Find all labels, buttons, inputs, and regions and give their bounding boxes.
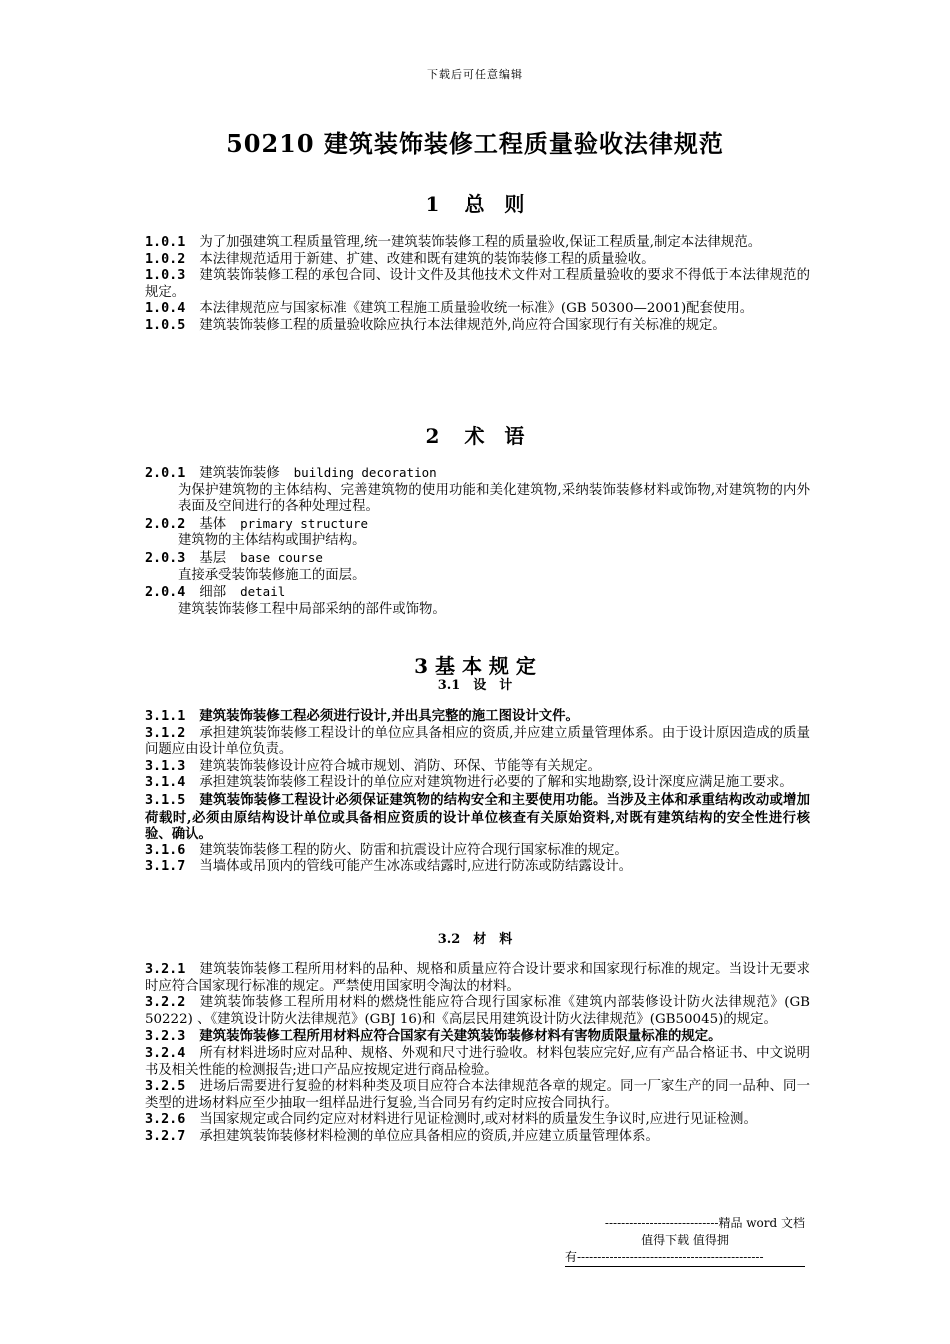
footer-note bbox=[565, 1215, 805, 1267]
clause-paragraph bbox=[145, 759, 810, 776]
clause-number: 3.1.7 bbox=[145, 859, 186, 875]
clause-number: 3.1.6 bbox=[145, 842, 186, 858]
clause-number: 3.2.5 bbox=[145, 1079, 186, 1095]
section-3-2-body bbox=[145, 962, 810, 1146]
term-english: primary structure bbox=[240, 515, 369, 531]
chapter-number: 1 bbox=[425, 192, 440, 216]
clause-number: 3.2.7 bbox=[145, 1128, 186, 1144]
clause-paragraph bbox=[145, 843, 810, 860]
term-definition: 建筑装饰装修工程中局部采纳的部件或饰物。 bbox=[178, 601, 446, 617]
clause-text: 当国家规定或合同约定应对材料进行见证检测时,或对材料的质量发生争议时,应进行见证检测。 bbox=[199, 1112, 757, 1128]
clause-text: 当墙体或吊顶内的管线可能产生冰冻或结露时,应进行防冻或防结露设计。 bbox=[199, 859, 633, 875]
term-name: 基层 bbox=[199, 550, 227, 566]
footer-line-1: ----------------------------精品 word 文档 bbox=[604, 1216, 805, 1230]
clause-text: 建筑装饰装修工程所用材料的燃烧性能应符合现行国家标准《建筑内部装修设计防火法律规范》(GB 50222) 、《建筑设计防火法律规范》(GBJ 16)和《高层民用建筑设计防火法律规范》(GB50045)的规定。 bbox=[145, 995, 810, 1027]
clause-number: 3.1.3 bbox=[145, 758, 186, 774]
chapter-title: 术 语 bbox=[464, 424, 525, 448]
clause-text: 建筑装饰装修工程的承包合同、设计文件及其他技术文件对工程质量验收的要求不得低于本法律规范的规定。 bbox=[145, 268, 810, 300]
clause-paragraph bbox=[145, 1079, 810, 1112]
term-entry bbox=[145, 516, 810, 534]
term-name: 基体 bbox=[199, 516, 227, 532]
clause-number: 1.0.5 bbox=[145, 317, 186, 333]
clause-number: 1.0.2 bbox=[145, 251, 186, 267]
footer-line-2: 值得下载 值得拥 bbox=[641, 1233, 729, 1247]
clause-number: 3.2.1 bbox=[145, 962, 186, 977]
clause-number: 3.2.3 bbox=[145, 1029, 186, 1045]
clause-text: 本法律规范适用于新建、扩建、改建和既有建筑的装饰装修工程的质量验收。 bbox=[199, 251, 655, 267]
term-definition: 建筑物的主体结构或围护结构。 bbox=[178, 533, 366, 549]
term-name: 细部 bbox=[199, 585, 227, 601]
clause-number: 1.0.3 bbox=[145, 268, 186, 284]
term-number: 2.0.4 bbox=[145, 585, 186, 601]
term-entry bbox=[145, 584, 810, 602]
clause-paragraph bbox=[145, 318, 810, 335]
section-3-2-heading: 3.2 材 料 bbox=[437, 932, 513, 947]
clause-number: 3.2.6 bbox=[145, 1112, 186, 1128]
term-definition: 直接承受装饰装修施工的面层。 bbox=[178, 567, 366, 583]
clause-text: 建筑装饰装修工程设计必须保证建筑物的结构安全和主要使用功能。当涉及主体和承重结构改动或增加荷载时,必须由原结构设计单位或具备相应资质的设计单位核查有关原始资料,对既有建筑结构的安全性进行核验、确认。 bbox=[145, 791, 810, 843]
clause-paragraph bbox=[145, 1028, 810, 1046]
clause-paragraph bbox=[145, 268, 810, 301]
clause-text: 建筑装饰装修工程必须进行设计,并出具完整的施工图设计文件。 bbox=[199, 708, 579, 724]
clause-number: 1.0.1 bbox=[145, 235, 186, 250]
clause-text: 所有材料进场时应对品种、规格、外观和尺寸进行验收。材料包装应完好,应有产品合格证书、中文说明书及相关性能的检测报告;进口产品应按规定进行商品检验。 bbox=[145, 1045, 810, 1078]
term-number: 2.0.3 bbox=[145, 550, 186, 566]
term-number: 2.0.1 bbox=[145, 466, 186, 481]
chapter-3-heading: 3 基 本 规 定 bbox=[414, 654, 536, 678]
clause-text: 建筑装饰装修工程所用材料的品种、规格和质量应符合设计要求和国家现行标准的规定。当设计无要求时应符合国家现行标准的规定。严禁使用国家明令淘汰的材料。 bbox=[145, 962, 810, 994]
section-3-1-heading: 3.1 设 计 bbox=[437, 678, 513, 693]
clause-paragraph bbox=[145, 1129, 810, 1146]
clause-text: 本法律规范应与国家标准《建筑工程施工质量验收统一标准》(GB 50300—2001)配套使用。 bbox=[199, 301, 754, 317]
clause-text: 建筑装饰装修设计应符合城市规划、消防、环保、节能等有关规定。 bbox=[199, 758, 602, 774]
chapter-2-body bbox=[145, 465, 810, 618]
clause-number: 3.1.1 bbox=[145, 709, 186, 724]
section-3-1-body bbox=[145, 708, 810, 876]
clause-paragraph bbox=[145, 708, 810, 726]
header-note: 下载后可任意编辑 bbox=[427, 68, 523, 81]
clause-paragraph bbox=[145, 995, 810, 1028]
clause-text: 进场后需要进行复验的材料种类及项目应符合本法律规范各章的规定。同一厂家生产的同一品种、同一类型的进场材料应至少抽取一组样品进行复验,当合同另有约定时应按合同执行。 bbox=[145, 1079, 810, 1111]
clause-paragraph bbox=[145, 792, 810, 843]
clause-text: 承担建筑装饰装修工程设计的单位应具备相应的资质,并应建立质量管理体系。由于设计原因造成的质量问题应由设计单位负责。 bbox=[145, 725, 810, 758]
clause-number: 3.2.2 bbox=[145, 995, 186, 1011]
footer-line-3: 有---------------------------------------------- bbox=[565, 1249, 805, 1267]
term-name: 建筑装饰装修 bbox=[199, 466, 280, 481]
term-english: building decoration bbox=[293, 465, 437, 480]
clause-paragraph bbox=[145, 775, 810, 792]
clause-text: 建筑装饰装修工程所用材料应符合国家有关建筑装饰装修材料有害物质限量标准的规定。 bbox=[199, 1028, 722, 1045]
clause-number: 3.1.4 bbox=[145, 775, 186, 791]
clause-paragraph bbox=[145, 962, 810, 995]
chapter-title: 总 则 bbox=[464, 192, 525, 216]
clause-paragraph bbox=[145, 859, 810, 876]
term-entry bbox=[145, 550, 810, 568]
chapter-number: 2 bbox=[425, 424, 440, 448]
clause-paragraph bbox=[145, 726, 810, 759]
term-number: 2.0.2 bbox=[145, 516, 186, 532]
term-english: detail bbox=[240, 584, 286, 600]
clause-text: 建筑装饰装修工程的防火、防雷和抗震设计应符合现行国家标准的规定。 bbox=[199, 842, 628, 858]
clause-paragraph bbox=[145, 1046, 810, 1079]
chapter-1-heading bbox=[0, 188, 950, 217]
clause-paragraph bbox=[145, 235, 810, 252]
term-definition: 为保护建筑物的主体结构、完善建筑物的使用功能和美化建筑物,采纳装饰装修材料或饰物,对建筑物的内外表面及空间进行的各种处理过程。 bbox=[178, 482, 810, 515]
chapter-1-body bbox=[145, 235, 810, 335]
clause-paragraph bbox=[145, 252, 810, 269]
clause-text: 为了加强建筑工程质量管理,统一建筑装饰装修工程的质量验收,保证工程质量,制定本法律规范。 bbox=[199, 235, 762, 250]
clause-paragraph bbox=[145, 1112, 810, 1129]
clause-paragraph bbox=[145, 301, 810, 318]
clause-number: 1.0.4 bbox=[145, 301, 186, 317]
clause-number: 3.1.5 bbox=[145, 792, 186, 808]
clause-number: 3.1.2 bbox=[145, 725, 186, 741]
clause-number: 3.2.4 bbox=[145, 1045, 186, 1061]
clause-text: 承担建筑装饰装修工程设计的单位应对建筑物进行必要的了解和实地勘察,设计深度应满足施工要求。 bbox=[199, 775, 793, 791]
term-entry bbox=[145, 465, 810, 483]
clause-text: 承担建筑装饰装修材料检测的单位应具备相应的资质,并应建立质量管理体系。 bbox=[199, 1128, 659, 1144]
chapter-2-heading bbox=[0, 420, 950, 449]
term-english: base course bbox=[240, 549, 323, 565]
clause-text: 建筑装饰装修工程的质量验收除应执行本法律规范外,尚应符合国家现行有关标准的规定。 bbox=[199, 317, 726, 333]
document-title: 50210 建筑装饰装修工程质量验收法律规范 bbox=[226, 129, 724, 158]
